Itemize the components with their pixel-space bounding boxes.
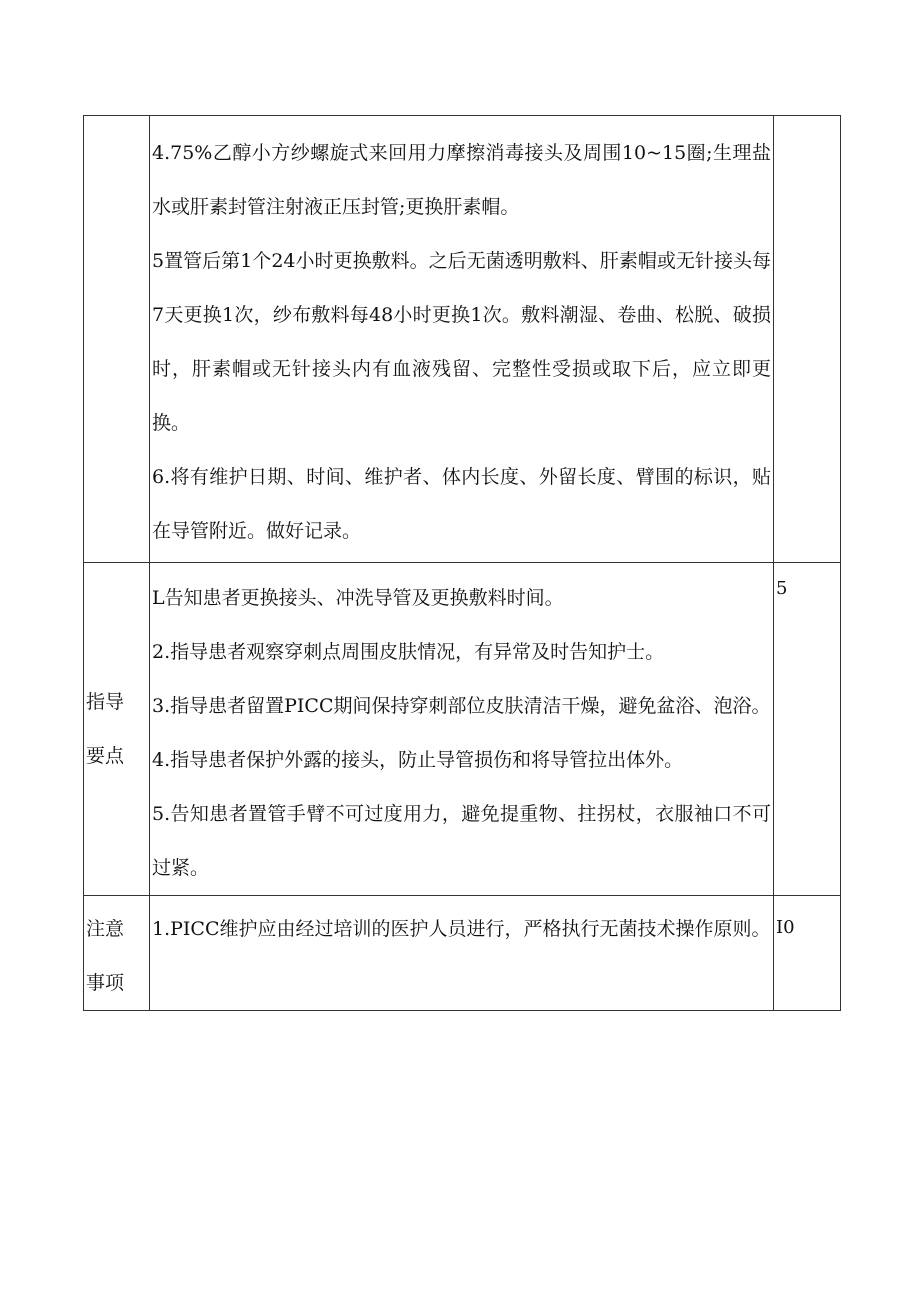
table-row-precautions — [84, 896, 841, 1011]
table-row-maintenance-steps — [84, 116, 841, 563]
table-row-guidance — [84, 563, 841, 896]
row-label-cell — [84, 116, 150, 563]
guidance-item-4: 4.指导患者保护外露的接头，防止导管损伤和将导管拉出体外。 — [152, 749, 684, 771]
guidance-item-3: 3.指导患者留置PICC期间保持穿刺部位皮肤清洁干燥，避免盆浴、泡浴。 — [152, 695, 771, 717]
guidance-item-5: 5.告知患者置管手臂不可过度用力，避免提重物、拄拐杖，衣服袖口不可过紧。 — [152, 803, 771, 879]
procedure-table — [83, 115, 841, 1011]
precautions-label-line1: 注意 — [86, 918, 125, 940]
row-content-cell — [150, 116, 774, 563]
guidance-label-line1: 指导 — [86, 691, 125, 713]
guidance-item-2: 2.指导患者观察穿刺点周围皮肤情况，有异常及时告知护士。 — [152, 641, 665, 663]
precautions-score-cell: I0 — [774, 896, 841, 1011]
precautions-label-cell — [84, 896, 150, 1011]
precautions-item-1: 1.PICC维护应由经过培训的医护人员进行，严格执行无菌技术操作原则。 — [152, 918, 771, 940]
guidance-label-line2: 要点 — [86, 745, 125, 767]
guidance-item-1: L告知患者更换接头、冲洗导管及更换敷料时间。 — [152, 587, 564, 609]
row-score-cell — [774, 116, 841, 563]
guidance-score-cell: 5 — [774, 563, 841, 896]
step-6-paragraph: 6.将有维护日期、时间、维护者、体内长度、外留长度、臂围的标识，贴在导管附近。做好记录。 — [152, 466, 771, 542]
precautions-content-cell — [150, 896, 774, 1011]
guidance-label-cell — [84, 563, 150, 896]
step-4-paragraph: 4.75%乙醇小方纱螺旋式来回用力摩擦消毒接头及周围10~15圈;生理盐水或肝素封管注射液正压封管;更换肝素帽。 — [152, 142, 771, 218]
precautions-label-line2: 事项 — [86, 972, 125, 994]
guidance-content-cell — [150, 563, 774, 896]
step-5-paragraph: 5置管后第1个24小时更换敷料。之后无菌透明敷料、肝素帽或无针接头每7天更换1次，纱布敷料每48小时更换1次。敷料潮湿、卷曲、松脱、破损时，肝素帽或无针接头内有血液残留、完整性受损或取下后，应立即更换。 — [152, 250, 771, 434]
